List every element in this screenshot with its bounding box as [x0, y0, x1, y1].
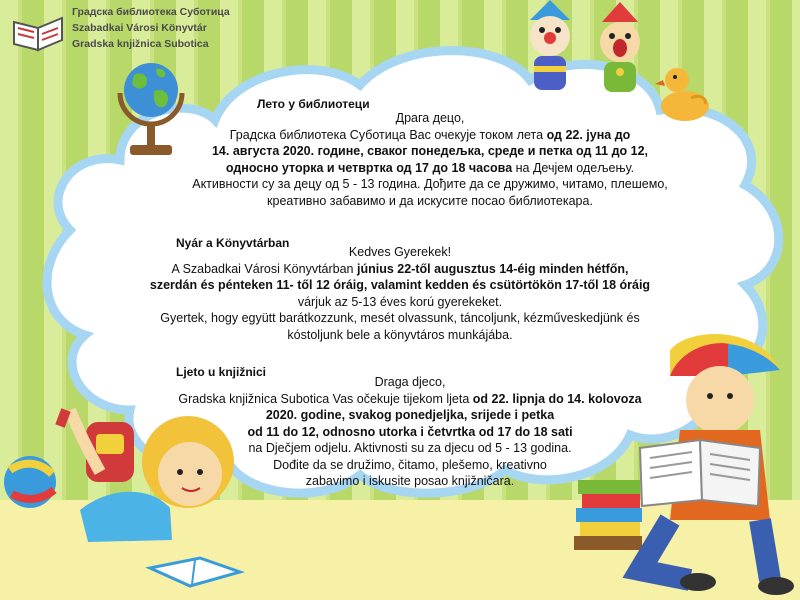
text-line: Активности су за децу од 5 - 13 година. Дођите да се дружимо, читамо, плешемо, [192, 177, 668, 191]
section-text-hungarian [90, 244, 710, 343]
text-line [140, 391, 680, 408]
date-highlight: 2020. godine, svakog ponedjeljka, srijede i petka [265, 408, 555, 422]
schedule-highlight: szerdán és pénteken 11- től 12 óráig, valamint kedden és csütörtökön 17-től 18 óráig [149, 278, 651, 292]
text-fragment: Градска библиотека Суботица Вас очекује током лета [229, 127, 547, 142]
text-line: na Dječjem odjelu. Aktivnosti su za djecu od 5 - 13 godina. [248, 441, 572, 455]
section-text-serbian [170, 110, 690, 209]
section-text-croatian [140, 374, 680, 490]
date-highlight: od 22. lipnja do 14. kolovoza [472, 391, 642, 406]
logo-line-croatian: Gradska knjižnica Subotica [72, 38, 209, 50]
logo-line-serbian: Градска библиотека Суботица [72, 6, 230, 18]
section-title-serbian: Лето у библиотеци [257, 97, 370, 111]
text-line [170, 160, 690, 177]
greeting-hungarian: Kedves Gyerekek! [348, 245, 452, 259]
text-line [140, 424, 680, 441]
logo-line-hungarian: Szabadkai Városi Könyvtár [72, 22, 207, 34]
clown-toys-illustration [520, 0, 660, 92]
text-line [90, 261, 710, 278]
text-line: креативно забавимо и да искусите посао библиотекара. [267, 193, 593, 208]
text-line [90, 277, 710, 294]
section-title-hungarian: Nyár a Könyvtárban [176, 236, 290, 250]
text-line [170, 127, 690, 144]
schedule-highlight: односно уторка и четвртка од 17 до 18 часова [225, 160, 513, 175]
text-line: zabavimo i iskusite posao knjižničara. [305, 474, 515, 488]
library-logo [10, 4, 250, 56]
text-line [170, 143, 690, 160]
open-book-icon [10, 8, 68, 54]
greeting-croatian: Draga djeco, [374, 375, 446, 389]
text-line: Gyertek, hogy együtt barátkozzunk, mesét olvassunk, táncoljunk, kézműveskedjünk és [160, 311, 640, 325]
text-fragment: Gradska knjižnica Subotica Vas očekuje tijekom ljeta [178, 391, 473, 406]
text-line: várjuk az 5-13 éves korú gyerekeket. [297, 294, 503, 309]
text-line: Dođite da se družimo, čitamo, plešemo, kreativno [273, 457, 547, 472]
section-title-croatian: Ljeto u knjižnici [176, 365, 267, 379]
schedule-highlight: 14. августа 2020. године, сваког понедељка, среде и петка од 11 до 12, [211, 144, 648, 158]
schedule-highlight: od 11 do 12, odnosno utorka i četvrtka od 17 do 18 sati [247, 424, 573, 439]
greeting-serbian: Драга децо, [395, 111, 465, 125]
text-fragment: A Szabadkai Városi Könyvtárban [171, 261, 357, 276]
text-fragment: на Дечјем одељењу. [512, 160, 635, 175]
text-line: kóstoljunk bele a könyvtáros munkájába. [287, 327, 513, 342]
date-highlight: június 22-től augusztus 14-éig minden hétfőn, [356, 261, 629, 276]
text-line [140, 407, 680, 424]
date-highlight: од 22. јуна до [546, 127, 631, 142]
